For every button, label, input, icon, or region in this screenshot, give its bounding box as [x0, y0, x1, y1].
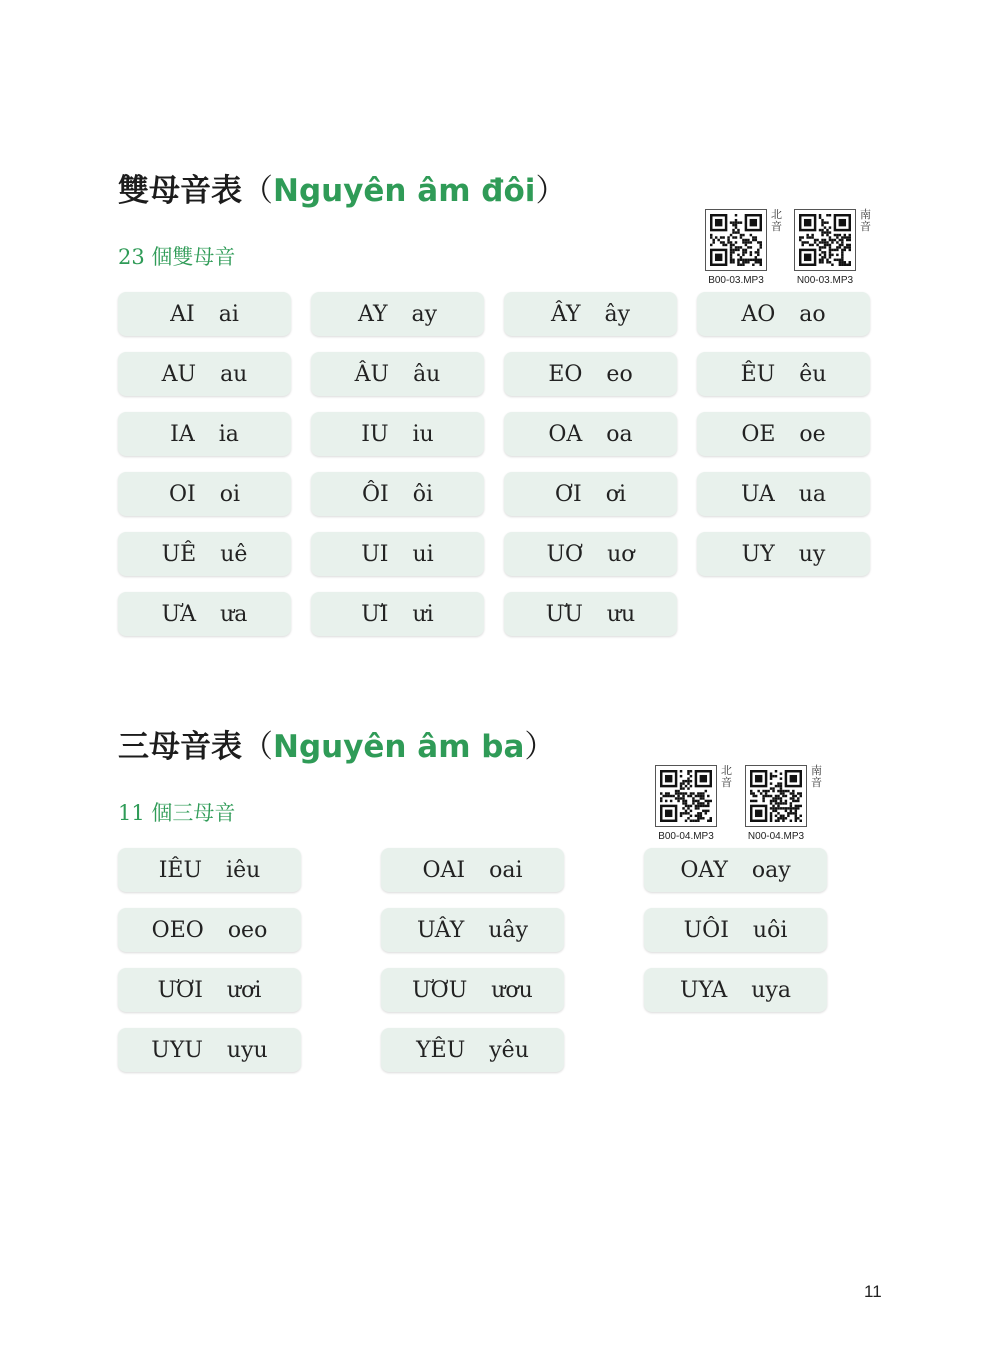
- vowel-lowercase: oi: [219, 481, 240, 507]
- vowel-uppercase: OAY: [680, 857, 728, 883]
- vowel-cell: [504, 532, 677, 576]
- vowel-cell: [644, 968, 827, 1012]
- vowel-cell: [311, 352, 484, 396]
- vowel-lowercase: uê: [220, 541, 248, 567]
- vowel-cell: [311, 592, 484, 636]
- vowel-lowercase: ay: [411, 301, 438, 327]
- vowel-uppercase: UI: [361, 541, 389, 567]
- vowel-cell: [697, 532, 870, 576]
- section2-title: [118, 721, 555, 766]
- vowel-uppercase: ƯI: [361, 601, 389, 627]
- vowel-cell: [504, 472, 677, 516]
- vowel-cell: [381, 908, 564, 952]
- qr-caption: B00-03.MP3: [708, 275, 764, 286]
- vowel-cell: [697, 412, 870, 456]
- vowel-lowercase: ươu: [491, 977, 533, 1003]
- vowel-uppercase: YÊU: [416, 1037, 466, 1063]
- vowel-lowercase: ây: [604, 301, 631, 327]
- vowel-cell: [381, 968, 564, 1012]
- vowel-cell: [504, 352, 677, 396]
- vowel-uppercase: OI: [168, 481, 196, 507]
- vowel-lowercase: uây: [488, 917, 529, 943]
- vowel-lowercase: uơ: [607, 541, 635, 567]
- vowel-cell: [381, 1028, 564, 1072]
- vowel-cell: [118, 1028, 301, 1072]
- vowel-cell: [311, 292, 484, 336]
- qr-code-icon: [705, 209, 767, 271]
- vowel-cell: [118, 472, 291, 516]
- vowel-lowercase: ưi: [412, 601, 434, 627]
- vowel-uppercase: AY: [357, 301, 388, 327]
- vowel-lowercase: oe: [799, 421, 826, 447]
- vowel-lowercase: oa: [606, 421, 633, 447]
- vowel-lowercase: ui: [412, 541, 434, 567]
- vowel-uppercase: OEO: [151, 917, 204, 943]
- vowel-lowercase: eo: [606, 361, 633, 387]
- vowel-uppercase: UYA: [680, 977, 728, 1003]
- vowel-lowercase: au: [220, 361, 248, 387]
- vowel-uppercase: ÊU: [740, 361, 776, 387]
- qr-side-label: 南音: [860, 208, 871, 233]
- vowel-lowercase: oay: [751, 857, 791, 883]
- vowel-uppercase: ÂU: [354, 361, 390, 387]
- vowel-lowercase: ao: [799, 301, 826, 327]
- qr-side-label: 南音: [811, 764, 822, 789]
- vowel-cell: [697, 472, 870, 516]
- vowel-uppercase: ƯƠI: [157, 977, 203, 1003]
- vowel-cell: [118, 968, 301, 1012]
- section2-subtitle: 11 個三母音: [118, 801, 236, 825]
- vowel-lowercase: ưu: [606, 601, 636, 627]
- vowel-cell: [118, 352, 291, 396]
- vowel-lowercase: oeo: [227, 917, 268, 943]
- qr-north-section2[interactable]: [655, 764, 735, 842]
- vowel-cell: [504, 412, 677, 456]
- section1-title: [118, 165, 566, 210]
- vowel-uppercase: ƯƠU: [412, 977, 468, 1003]
- vowel-cell: [311, 412, 484, 456]
- vowel-uppercase: UÊ: [161, 541, 197, 567]
- vowel-cell: [697, 352, 870, 396]
- vowel-lowercase: yêu: [489, 1037, 529, 1063]
- vowel-cell: [311, 472, 484, 516]
- vowel-uppercase: ÔI: [361, 481, 389, 507]
- vowel-cell: [644, 908, 827, 952]
- vowel-uppercase: AO: [741, 301, 776, 327]
- vowel-uppercase: EO: [548, 361, 583, 387]
- vowel-uppercase: OAI: [422, 857, 466, 883]
- qr-north-section1[interactable]: [705, 208, 785, 286]
- vowel-uppercase: AI: [170, 301, 195, 327]
- vowel-cell: [118, 908, 301, 952]
- vowel-lowercase: âu: [413, 361, 441, 387]
- qr-caption: N00-03.MP3: [796, 275, 854, 286]
- vowel-cell: [118, 412, 291, 456]
- vowel-lowercase: êu: [799, 361, 827, 387]
- vowel-uppercase: ƯU: [545, 601, 583, 627]
- vowel-uppercase: OA: [548, 421, 583, 447]
- paren-close: ）: [535, 173, 567, 209]
- section1-title-vn: Nguyên âm đôi: [273, 173, 536, 209]
- vowel-cell: [118, 592, 291, 636]
- vowel-lowercase: ôi: [412, 481, 433, 507]
- qr-code-icon: [655, 765, 717, 827]
- vowel-cell: [311, 532, 484, 576]
- paren-close: ）: [524, 729, 556, 765]
- vowel-uppercase: IÊU: [158, 857, 203, 883]
- vowel-lowercase: ia: [218, 421, 239, 447]
- vowel-uppercase: UÔI: [683, 917, 729, 943]
- qr-caption: N00-04.MP3: [747, 831, 805, 842]
- vowel-uppercase: IU: [361, 421, 389, 447]
- vowel-lowercase: oai: [489, 857, 523, 883]
- vowel-lowercase: uyu: [226, 1037, 268, 1063]
- vowel-uppercase: UA: [740, 481, 775, 507]
- page-number: 11: [864, 1282, 882, 1301]
- vowel-cell: [118, 292, 291, 336]
- vowel-cell: [697, 292, 870, 336]
- qr-south-section1[interactable]: [794, 208, 874, 286]
- vowel-cell: [504, 592, 677, 636]
- vowel-uppercase: OE: [741, 421, 776, 447]
- paren-open: （: [242, 729, 273, 765]
- vowel-lowercase: ua: [798, 481, 827, 507]
- vowel-uppercase: ÂY: [550, 301, 581, 327]
- vowel-uppercase: ƯA: [161, 601, 197, 627]
- vowel-lowercase: ơi: [605, 481, 626, 507]
- vowel-cell: [118, 848, 301, 892]
- vowel-uppercase: AU: [161, 361, 197, 387]
- vowel-lowercase: uya: [751, 977, 791, 1003]
- vowel-uppercase: UÂY: [416, 917, 465, 943]
- vowel-lowercase: iu: [412, 421, 434, 447]
- qr-code-icon: [794, 209, 856, 271]
- section1-subtitle: 23 個雙母音: [118, 245, 236, 269]
- section2-title-vn: Nguyên âm ba: [273, 729, 525, 765]
- vowel-lowercase: iêu: [226, 857, 261, 883]
- vowel-cell: [381, 848, 564, 892]
- qr-side-label: 北音: [721, 764, 732, 789]
- vowel-lowercase: ưa: [220, 601, 248, 627]
- vowel-uppercase: UY: [741, 541, 775, 567]
- vowel-uppercase: ƠI: [554, 481, 582, 507]
- vowel-uppercase: UYU: [151, 1037, 203, 1063]
- vowel-cell: [504, 292, 677, 336]
- vowel-lowercase: uy: [798, 541, 826, 567]
- vowel-lowercase: uôi: [752, 917, 788, 943]
- vowel-cell: [644, 848, 827, 892]
- qr-south-section2[interactable]: [745, 764, 825, 842]
- section1-title-cn: 雙母音表: [118, 173, 242, 209]
- paren-open: （: [242, 173, 273, 209]
- vowel-uppercase: UƠ: [546, 541, 584, 567]
- vowel-cell: [118, 532, 291, 576]
- vowel-lowercase: ai: [218, 301, 239, 327]
- qr-code-icon: [745, 765, 807, 827]
- vowel-uppercase: IA: [170, 421, 195, 447]
- vowel-lowercase: ươi: [226, 977, 262, 1003]
- qr-side-label: 北音: [771, 208, 782, 233]
- section2-title-cn: 三母音表: [118, 729, 242, 765]
- qr-caption: B00-04.MP3: [658, 831, 714, 842]
